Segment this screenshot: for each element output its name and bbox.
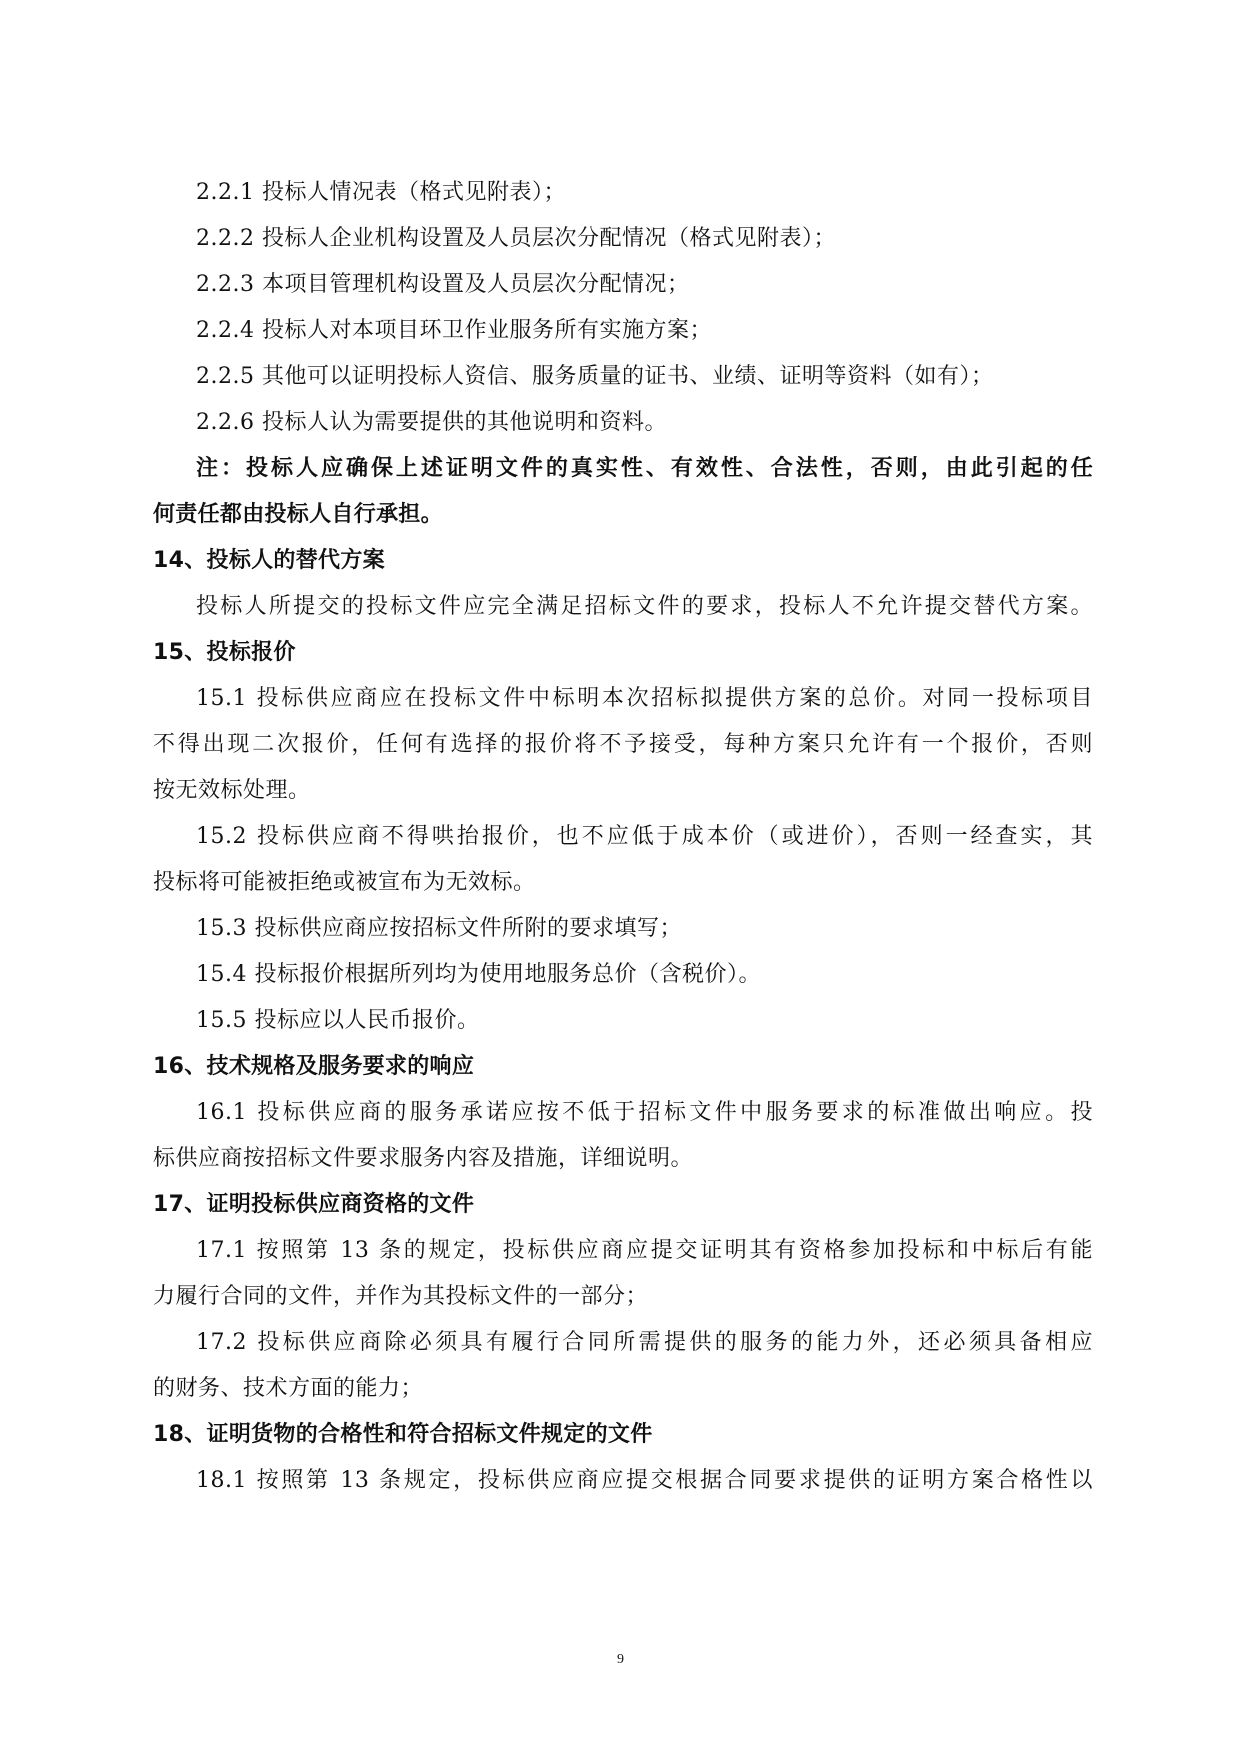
note-paragraph-line-2: 何责任都由投标人自行承担。 — [153, 502, 443, 527]
note-paragraph-line-1: 注：投标人应确保上述证明文件的真实性、有效性、合法性，否则，由此引起的任 — [196, 456, 1093, 481]
section-heading-17: 17、证明投标供应商资格的文件 — [153, 1192, 475, 1217]
page-number: 9 — [617, 1652, 624, 1667]
paragraph-15-3: 15.3 投标供应商应按招标文件所附的要求填写； — [196, 916, 682, 941]
list-item-2-2-6: 2.2.6 投标人认为需要提供的其他说明和资料。 — [196, 410, 667, 435]
section-heading-16: 16、技术规格及服务要求的响应 — [153, 1054, 475, 1079]
paragraph-16-1-line-2: 标供应商按招标文件要求服务内容及措施，详细说明。 — [153, 1146, 694, 1171]
paragraph-17-2-line-2: 的财务、技术方面的能力； — [153, 1376, 424, 1401]
list-item-2-2-3: 2.2.3 本项目管理机构设置及人员层次分配情况； — [196, 272, 690, 297]
paragraph-17-1-line-2: 力履行合同的文件，并作为其投标文件的一部分； — [153, 1284, 649, 1309]
paragraph-18-1-line-1: 18.1 按照第 13 条规定，投标供应商应提交根据合同要求提供的证明方案合格性以 — [196, 1468, 1093, 1493]
list-item-2-2-5: 2.2.5 其他可以证明投标人资信、服务质量的证书、业绩、证明等资料（如有）； — [196, 364, 994, 389]
section-heading-18: 18、证明货物的合格性和符合招标文件规定的文件 — [153, 1422, 653, 1447]
paragraph-16-1-line-1: 16.1 投标供应商的服务承诺应按不低于招标文件中服务要求的标准做出响应。投 — [196, 1100, 1093, 1125]
section-heading-15: 15、投标报价 — [153, 640, 296, 665]
list-item-2-2-1: 2.2.1 投标人情况表（格式见附表）； — [196, 180, 566, 205]
paragraph-15-1-line-1: 15.1 投标供应商应在投标文件中标明本次招标拟提供方案的总价。对同一投标项目 — [196, 686, 1093, 711]
paragraph-15-1-line-2: 不得出现二次报价，任何有选择的报价将不予接受，每种方案只允许有一个报价，否则 — [153, 732, 1093, 757]
paragraph-15-5: 15.5 投标应以人民币报价。 — [196, 1008, 480, 1033]
paragraph-15-4: 15.4 投标报价根据所列均为使用地服务总价（含税价）。 — [196, 962, 761, 987]
section-heading-14: 14、投标人的替代方案 — [153, 548, 385, 573]
paragraph-15-2-line-1: 15.2 投标供应商不得哄抬报价，也不应低于成本价（或进价），否则一经查实，其 — [196, 824, 1093, 849]
paragraph-17-2-line-1: 17.2 投标供应商除必须具有履行合同所需提供的服务的能力外，还必须具备相应 — [196, 1330, 1093, 1355]
paragraph-14: 投标人所提交的投标文件应完全满足招标文件的要求，投标人不允许提交替代方案。 — [196, 594, 1093, 619]
paragraph-15-1-line-3: 按无效标处理。 — [153, 778, 311, 803]
paragraph-17-1-line-1: 17.1 按照第 13 条的规定，投标供应商应提交证明其有资格参加投标和中标后有能 — [196, 1238, 1093, 1263]
list-item-2-2-2: 2.2.2 投标人企业机构设置及人员层次分配情况（格式见附表）； — [196, 226, 836, 251]
page-body — [153, 170, 1093, 1504]
list-item-2-2-4: 2.2.4 投标人对本项目环卫作业服务所有实施方案； — [196, 318, 712, 343]
paragraph-15-2-line-2: 投标将可能被拒绝或被宣布为无效标。 — [153, 870, 536, 895]
